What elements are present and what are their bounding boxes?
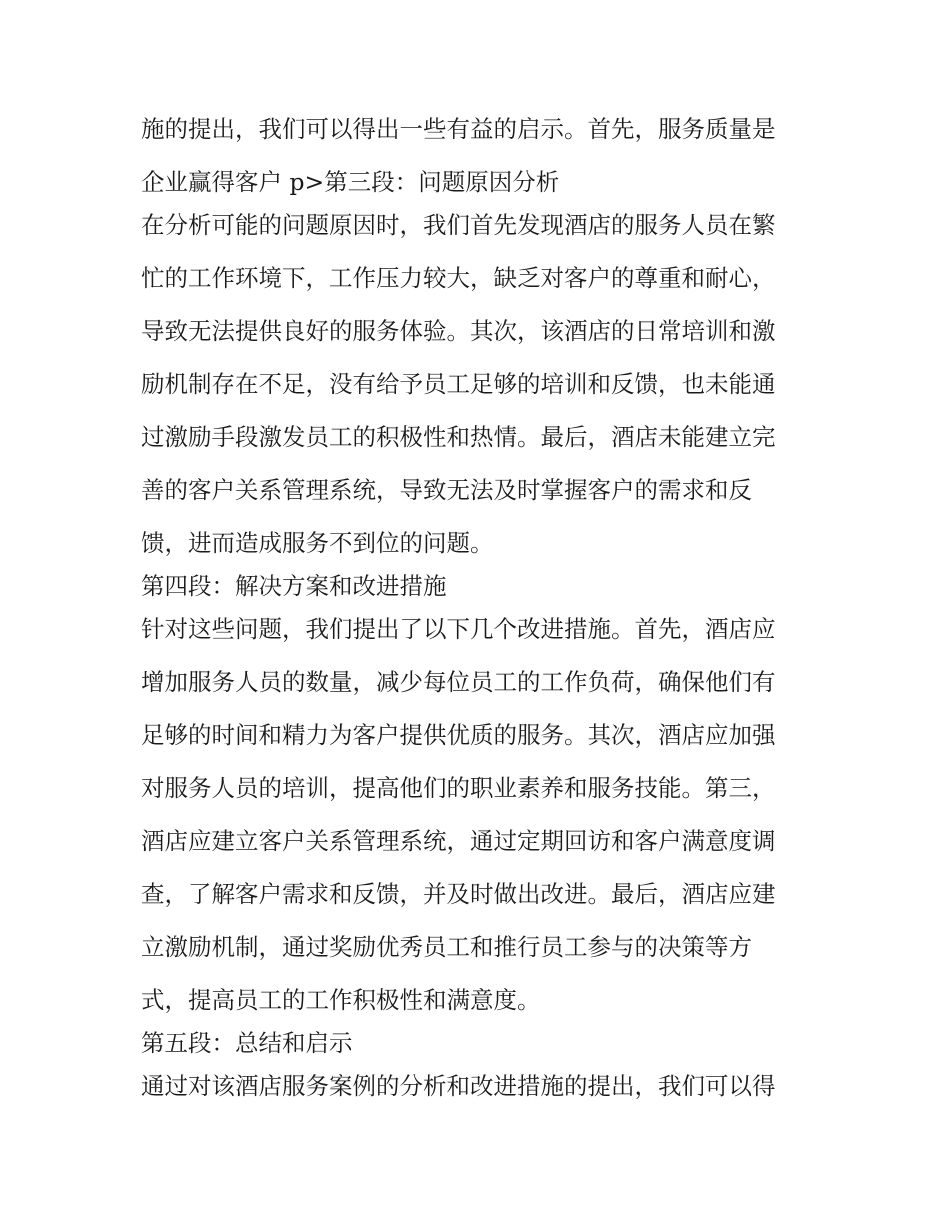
- section-heading-4: 第四段：解决方案和改进措施: [141, 572, 447, 600]
- text-line: 酒店应建立客户关系管理系统，通过定期回访和客户满意度调: [141, 827, 776, 855]
- text-line: 导致无法提供良好的服务体验。其次，该酒店的日常培训和激: [141, 317, 776, 345]
- text-line: 立激励机制，通过奖励优秀员工和推行员工参与的决策等方: [141, 933, 752, 961]
- text-line: 馈，进而造成服务不到位的问题。: [141, 529, 494, 557]
- text-line: 励机制存在不足，没有给予员工足够的培训和反馈，也未能通: [141, 370, 776, 398]
- document-page: [141, 109, 811, 1119]
- text-line: 在分析可能的问题原因时，我们首先发现酒店的服务人员在繁: [141, 211, 776, 239]
- text-line: 忙的工作环境下，工作压力较大，缺乏对客户的尊重和耐心，: [141, 264, 776, 292]
- text-line: 对服务人员的培训，提高他们的职业素养和服务技能。第三，: [141, 774, 776, 802]
- text-line: 过激励手段激发员工的积极性和热情。最后，酒店未能建立完: [141, 423, 776, 451]
- text-line: 通过对该酒店服务案例的分析和改进措施的提出，我们可以得: [141, 1072, 776, 1100]
- text-line: 针对这些问题，我们提出了以下几个改进措施。首先，酒店应: [141, 615, 776, 643]
- section-heading-5: 第五段：总结和启示: [141, 1029, 353, 1057]
- text-line: 式，提高员工的工作积极性和满意度。: [141, 986, 541, 1014]
- text-line: 足够的时间和精力为客户提供优质的服务。其次，酒店应加强: [141, 721, 776, 749]
- text-line: 增加服务人员的数量，减少每位员工的工作负荷，确保他们有: [141, 668, 776, 696]
- text-line: 善的客户关系管理系统，导致无法及时掌握客户的需求和反: [141, 476, 752, 504]
- text-line: 施的提出，我们可以得出一些有益的启示。首先，服务质量是: [141, 115, 776, 143]
- section-heading-3: 企业赢得客户 p>第三段：问题原因分析: [141, 168, 560, 196]
- text-line: 查，了解客户需求和反馈，并及时做出改进。最后，酒店应建: [141, 880, 776, 908]
